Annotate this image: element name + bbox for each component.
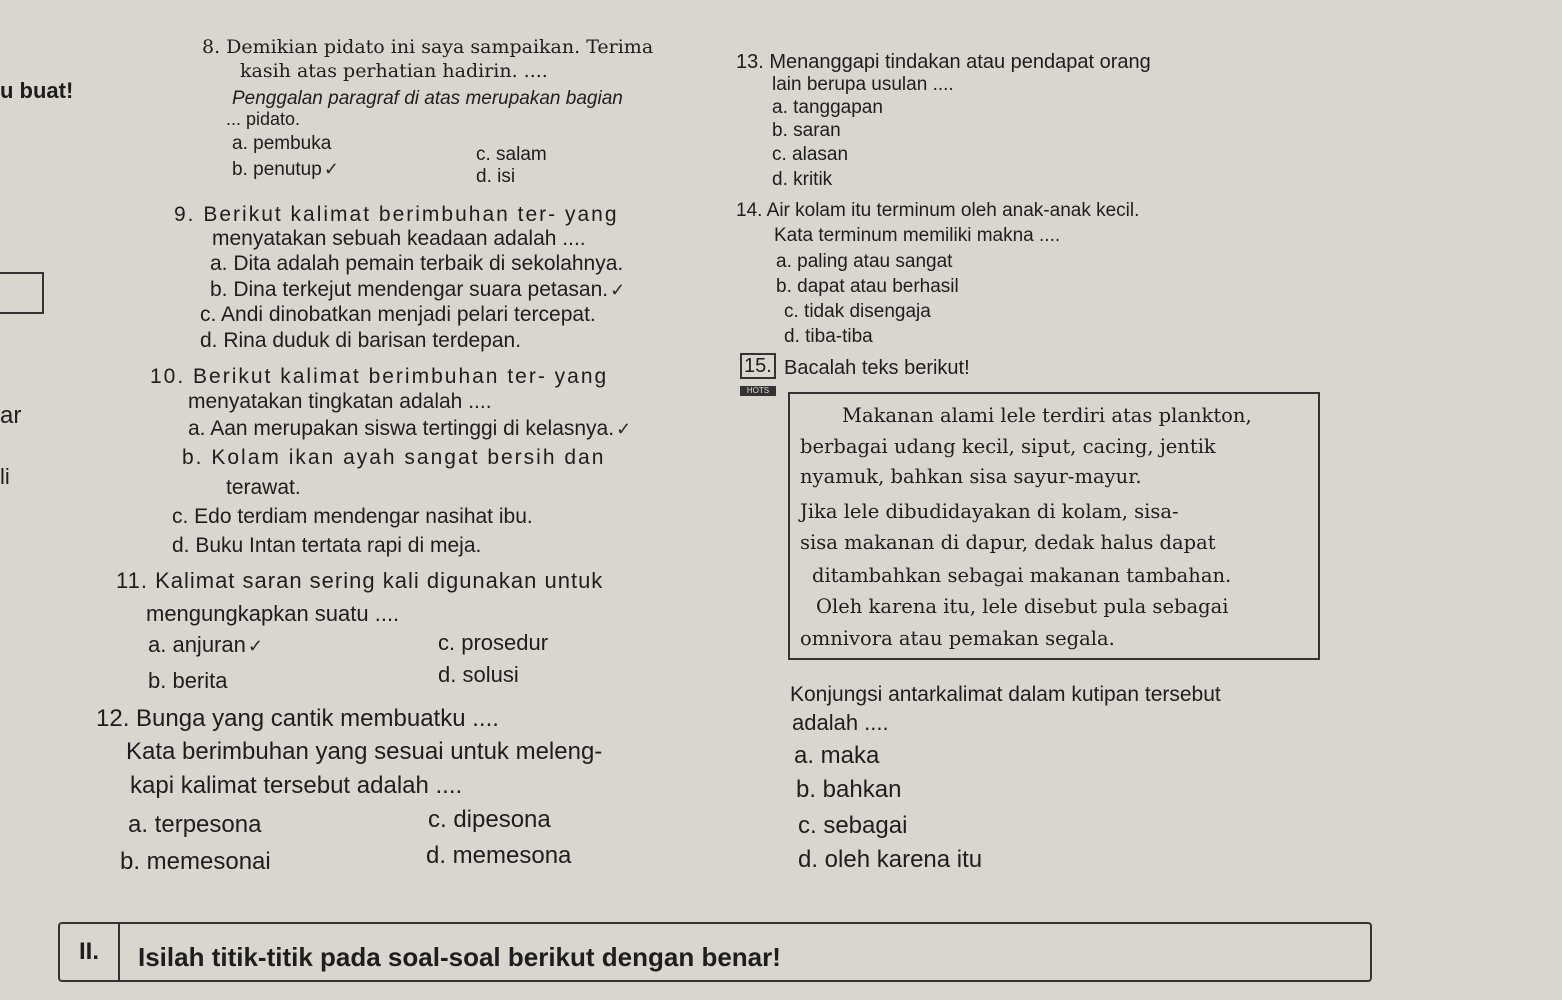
- option-d: d. Buku Intan tertata rapi di meja.: [172, 534, 482, 557]
- check-mark-icon: ✓: [323, 159, 339, 179]
- section-title: Isilah titik-titik pada soal-soal berikut dengan benar!: [138, 942, 781, 972]
- reading-passage-box: [788, 392, 1320, 660]
- question-text: Kata berimbuhan yang sesuai untuk meleng-: [126, 738, 603, 765]
- option-a: a. Dita adalah pemain terbaik di sekolahnya.: [210, 252, 624, 275]
- option-d: d. solusi: [438, 662, 519, 687]
- question-text: 11. Kalimat saran sering kali digunakan untuk: [116, 568, 604, 593]
- option-b-continued: terawat.: [226, 476, 301, 499]
- question-text: kapi kalimat tersebut adalah ....: [130, 772, 463, 799]
- option-a: a. terpesona: [128, 811, 262, 838]
- question-text: adalah ....: [792, 710, 889, 735]
- question-text: Kata terminum memiliki makna ....: [774, 225, 1061, 246]
- question-text: kasih atas perhatian hadirin. ....: [240, 60, 548, 82]
- question-text: menyatakan sebuah keadaan adalah ....: [212, 227, 586, 250]
- check-mark-icon: ✓: [610, 280, 626, 300]
- question-text: Penggalan paragraf di atas merupakan bagian: [232, 88, 623, 109]
- option-b: b. dapat atau berhasil: [776, 276, 959, 297]
- option-a: a. tanggapan: [772, 97, 883, 118]
- option-a: a. Aan merupakan siswa tertinggi di kelasnya. ✓: [188, 417, 632, 440]
- left-edge-text: li: [0, 464, 10, 489]
- option-b: b. bahkan: [796, 776, 902, 803]
- left-edge-box: [0, 272, 44, 314]
- passage-line: Makanan alami lele terdiri atas plankton,: [842, 404, 1252, 427]
- question-text: ... pidato.: [226, 109, 301, 129]
- left-edge-text: u buat!: [0, 78, 74, 103]
- option-b: b. memesonai: [120, 848, 271, 875]
- option-d: d. isi: [476, 166, 516, 187]
- option-c: c. prosedur: [438, 630, 549, 655]
- passage-line: nyamuk, bahkan sisa sayur-mayur.: [800, 465, 1142, 488]
- question-intro: Bacalah teks berikut!: [784, 357, 970, 379]
- option-c: c. salam: [476, 144, 547, 165]
- option-b: b. Dina terkejut mendengar suara petasan. ✓: [210, 278, 626, 301]
- question-text: menyatakan tingkatan adalah ....: [188, 390, 492, 413]
- option-c: c. Andi dinobatkan menjadi pelari tercepat.: [200, 303, 596, 326]
- option-a: a. paling atau sangat: [776, 251, 953, 272]
- option-d: d. tiba-tiba: [784, 326, 873, 347]
- passage-line: sisa makanan di dapur, dedak halus dapat: [800, 531, 1216, 554]
- option-d: d. memesona: [426, 842, 572, 869]
- question-text: 12. Bunga yang cantik membuatku ....: [96, 705, 499, 732]
- option-a: a. maka: [794, 742, 880, 769]
- option-b: b. penutup ✓: [232, 159, 339, 180]
- passage-line: Oleh karena itu, lele disebut pula sebagai: [816, 595, 1229, 618]
- hots-badge: HOTS: [740, 386, 776, 396]
- option-c: c. dipesona: [428, 806, 551, 833]
- check-mark-icon: ✓: [247, 636, 263, 656]
- option-a: a. anjuran ✓: [148, 632, 263, 657]
- option-b: b. Kolam ikan ayah sangat bersih dan: [182, 446, 606, 469]
- question-text: 10. Berikut kalimat berimbuhan ter- yang: [150, 365, 609, 388]
- passage-line: Jika lele dibudidayakan di kolam, sisa-: [800, 500, 1179, 523]
- passage-line: ditambahkan sebagai makanan tambahan.: [812, 564, 1232, 587]
- option-d: d. Rina duduk di barisan terdepan.: [200, 329, 522, 352]
- option-c: c. tidak disengaja: [784, 301, 931, 322]
- option-b: b. berita: [148, 668, 228, 693]
- option-a: a. pembuka: [232, 133, 332, 154]
- check-mark-icon: ✓: [616, 419, 632, 439]
- question-text: 14. Air kolam itu terminum oleh anak-anak kecil.: [736, 200, 1140, 221]
- section-number: II.: [60, 924, 120, 980]
- question-text: Konjungsi antarkalimat dalam kutipan tersebut: [790, 683, 1221, 706]
- question-text: 9. Berikut kalimat berimbuhan ter- yang: [174, 203, 619, 226]
- passage-line: berbagai udang kecil, siput, cacing, jentik: [800, 435, 1216, 458]
- option-d: d. kritik: [772, 169, 833, 190]
- option-c: c. Edo terdiam mendengar nasihat ibu.: [172, 505, 533, 528]
- question-number: [740, 356, 776, 376]
- option-d: d. oleh karena itu: [798, 846, 983, 873]
- passage-line: omnivora atau pemakan segala.: [800, 627, 1115, 650]
- option-c: c. alasan: [772, 144, 849, 165]
- question-text: mengungkapkan suatu ....: [146, 601, 400, 626]
- left-edge-text: ar: [0, 402, 22, 429]
- question-text: lain berupa usulan ....: [772, 74, 954, 95]
- option-b: b. saran: [772, 120, 841, 141]
- option-c: c. sebagai: [798, 812, 908, 839]
- question-text: 8. Demikian pidato ini saya sampaikan. Terima: [202, 36, 654, 58]
- question-number-box: 15.: [740, 353, 776, 379]
- question-text: 13. Menanggapi tindakan atau pendapat orang: [736, 51, 1151, 73]
